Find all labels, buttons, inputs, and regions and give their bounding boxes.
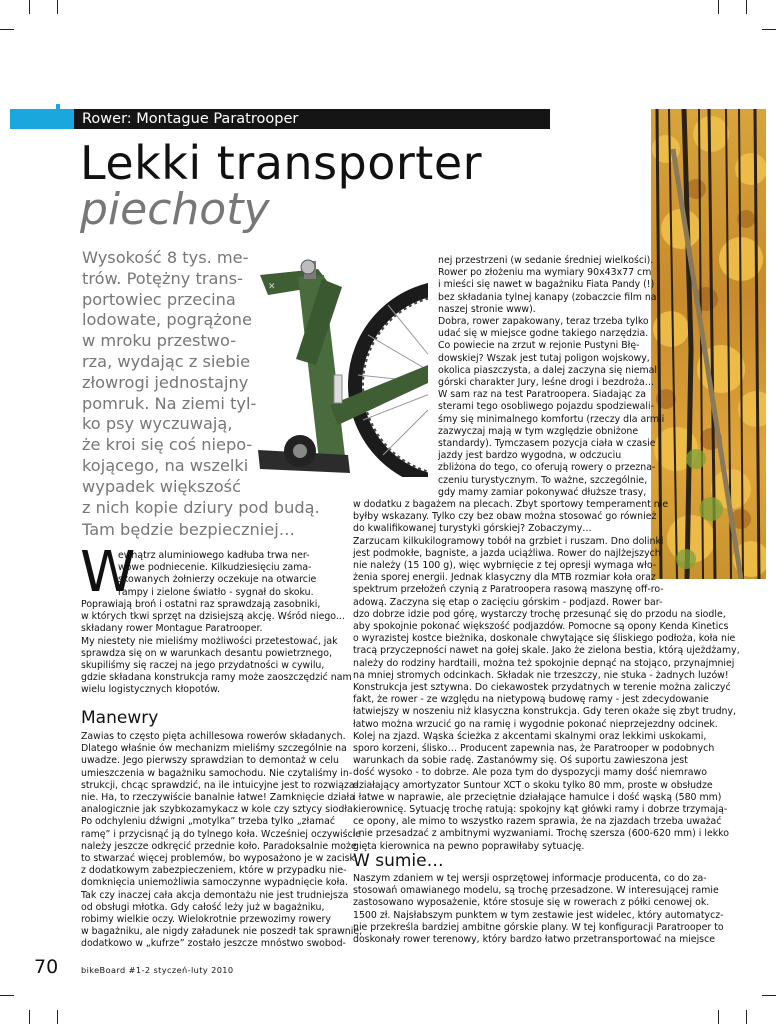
text-line: Dlatego właśnie ów mechanizm mieliśmy szczególnie na [81, 743, 347, 755]
lead-line: portowiec przecina [82, 289, 236, 309]
text-line: od obsługi młotka. Gdy całość leży już w bagażniku, [81, 901, 325, 913]
text-line: należy jeszcze odkręcić przednie koło. Paradoksalnie może [81, 840, 357, 852]
text-line: dość wysoko - to dobrze. Ale poza tym do dyspozycji mamy dość niemrawo [353, 767, 707, 779]
text-line: sterami tego osobliwego pojazdu spodziewali- [438, 401, 655, 413]
crop-mark [57, 0, 58, 14]
text-line: do kwalifikowanej turystyki górskiej? Zobaczymy… [353, 523, 592, 535]
text-line: fakt, że rower - ze względu na nietypową budowę ramy - jest zdecydowanie [353, 694, 709, 706]
text-line: Konstrukcja jest sztywna. Do ciekawostek przydatnych w terenie można zaliczyć [353, 682, 731, 694]
text-line: Poprawiają broń i ostatni raz sprawdzają zasobniki, [81, 599, 321, 610]
text-line: sporo korzeni, ślisko… Producent zapewnia nas, że Paratrooper w podobnych [353, 743, 715, 755]
column2-wide-text [353, 499, 740, 853]
text-line: Zarzucam kilkukilogramowy tobół na grzbiet i ruszam. Dno dolinki [353, 535, 664, 547]
text-line: składany rower Montague Paratrooper. [81, 623, 263, 635]
text-line: analogicznie jak szybkozamykacz w kole czy sztycy siodła. [81, 804, 356, 816]
text-line: górski charakter Jury, leśne drogi i bezdroża… [438, 377, 655, 389]
lead-line: rza, wydając z siebie [82, 351, 251, 371]
crop-mark [29, 0, 30, 14]
text-line: nie. Ha, to rzeczywiście banalnie łatwe! Zamknięcie działa [81, 792, 355, 804]
text-line: gdy mamy zamiar pokonywać dłuższe trasy, [438, 486, 647, 498]
text-line: Kolej na zjazd. Wąska ścieżka z akcentami skalnymi oraz lekkimi uskokami, [353, 730, 707, 742]
lead-line: w mroku przestwo- [82, 331, 237, 351]
text-line: Naszym zdaniem w tej wersji osprzętowej informacje producenta, co do za- [353, 873, 707, 884]
text-line: adową. Zaczyna się etap o zacięciu górskim - podjazd. Rower bar- [353, 596, 663, 608]
text-line: nie przekreśla bardziej ambitne górskie plany. W tej konfiguracji Paratrooper to [353, 921, 724, 933]
text-line: uwadze. Jego pierwszy sprawdzian to demontaż w celu [81, 755, 339, 767]
text-line: zazwyczaj mają w tym względzie obniżone [438, 425, 639, 437]
lead-line: wypadek większość [82, 476, 242, 496]
section-heading-w-sumie: W sumie… [353, 851, 444, 871]
text-line: warunkach da sobie radę. Zastanówmy się. Oś suportu zawieszona jest [353, 755, 688, 767]
lead-line: Tam będzie bezpieczniej… [82, 520, 295, 540]
lead-line: kojącego, na wszelki [82, 455, 249, 475]
text-line: skupiliśmy się raczej na jego przydatności w cywilu, [81, 660, 325, 672]
text-line: łatwiejszy w noszeniu niż klasyczna konstrukcja. Gdy teren okaże się zbyt trudny, [353, 706, 736, 718]
text-line: dowskiej? Wszak jest tutaj poligon wojskowy, [438, 352, 650, 364]
text-line: i nie przesadzać z ambitnymi wyzwaniami. Trochę szersza (600-620 mm) i lekko [353, 828, 729, 840]
crop-mark [718, 0, 719, 14]
article-title: Lekki transporter [80, 136, 483, 190]
text-line: zastosowano wyposażenie, które stosuje się w rowerach z półki cenowej ok. [353, 897, 710, 909]
text-line: bez składania tylnej kanapy (zobaczcie film na [438, 291, 657, 303]
crop-mark [762, 995, 776, 996]
text-line: robimy wielkie oczy. Wielokrotnie przewozimy rowery [81, 914, 331, 926]
text-line: standardy). Tymczasem pozycja ciała w czasie [438, 438, 656, 450]
crop-mark [57, 1010, 58, 1024]
text-line: czeniu turystycznym. To ważne, szczególnie, [438, 474, 648, 486]
intro-wrap-text [118, 550, 316, 599]
text-line: aby spokojnie pokonać większość podjazdów. Pomocne są opony Kenda Kinetics [353, 621, 729, 633]
text-line: Zawias to często pięta achillesowa rowerów składanych. [81, 731, 346, 742]
lead-line: z nich kopie dziury pod budą. [82, 497, 320, 517]
text-line: tracą przyczepności nawet na gołej skale. Jako że zielona bestia, którą ujeżdżamy, [353, 645, 740, 657]
text-line: strukcji, chcąc sprawdzić, na ile intuicyjne jest to rozwiąza- [81, 779, 358, 791]
text-line: należy do rodziny hardtaili, można też spokojnie depnąć na stojąco, przynajmniej [353, 657, 735, 669]
lead-line: lodowate, pogrążone [82, 310, 252, 330]
bike-frame [258, 260, 428, 473]
text-line: nej przestrzeni (w sedanie średniej wielkości). [438, 255, 654, 266]
crop-mark [746, 0, 747, 14]
column2-narrow-text [438, 255, 664, 499]
text-line: zbliżona do tego, co oferują rowery o przezna- [438, 462, 656, 474]
text-line: W sam raz na test Paratroopera. Siadając za [438, 389, 646, 401]
text-line: łatwo można wrzucić go na ramię i wygodnie pokonać nieprzejezdny odcinek. [353, 718, 718, 730]
text-line: i łatwe w naprawie, ale przeciętnie działające hamulce i dość wąską (580 mm) [353, 791, 722, 803]
drop-cap: W [80, 540, 136, 605]
article-subtitle: piechoty [80, 184, 270, 235]
intro-text [81, 599, 352, 697]
section-w-sumie-text [353, 873, 724, 946]
text-line: naszej stronie www). [438, 303, 536, 315]
section-heading-manewry: Manewry [81, 708, 159, 728]
text-line: Co powiecie na zrzut w rejonie Pustyni Błę- [438, 340, 640, 352]
crop-mark [29, 1010, 30, 1024]
text-line: skowanych żołnierzy oczekuje na otwarcie [118, 574, 317, 586]
text-line: na mniej stromych odcinkach. Składak nie trzeszczy, nie stuka - żadnych luzów! [353, 669, 729, 681]
lead-line: pomruk. Na ziemi tyl- [82, 393, 257, 413]
lead-line: że kroi się coś niepo- [82, 435, 253, 455]
text-line: Po odchyleniu dźwigni „motylka” trzeba tylko „złamać [81, 816, 335, 828]
text-line: gdzie składana konstrukcja ramy może zaoszczędzić nam [81, 672, 352, 684]
text-line: My niestety nie mieliśmy możliwości przetestować, jak [81, 635, 338, 647]
text-line: spektrum przełożeń czynią z Paratroopera rasową maszynę off-ro- [353, 584, 664, 596]
text-line: Tak czy inaczej cała akcja demontażu nie jest trudniejsza [81, 889, 349, 901]
text-line: wowe podniecenie. Kilkudziesięciu zama- [118, 562, 312, 574]
text-line: okolica piaszczysta, a dalej zaczyna się niemal [438, 364, 658, 376]
text-line: w których tkwi sprzęt na dzisiejszą akcję. Wśród niego... [81, 611, 345, 623]
text-line: stosowań omawianego modelu, są trochę przesadzone. W interesującej ramie [353, 885, 719, 897]
text-line: sprawdza się on w warunkach desantu powietrznego, [81, 647, 332, 659]
lead-line: Wysokość 8 tys. me- [82, 248, 249, 267]
footer-issue: bikeBoard #1-2 styczeń-luty 2010 [81, 965, 234, 975]
text-line: kierownicę. Sytuację trochę ratują: spokojny kąt główki ramy i dobrze trzymają- [353, 804, 728, 816]
lead-line: złowrogi jednostajny [82, 372, 249, 392]
text-line: wielu logistycznych kłopotów. [81, 684, 220, 696]
text-line: i mieści się nawet w bagażniku Fiata Pandy (!) [438, 279, 655, 291]
bike-photo [238, 255, 428, 477]
text-line: 1500 zł. Najsłabszym punktem w tym zestawie jest widelec, który automatycz- [353, 909, 724, 921]
text-line: ce opony, ale mimo to wszystko razem sprawia, że na zjazdach trzeba uważać [353, 816, 722, 828]
text-line: żenia sporej energii. Jednak klasyczny dla MTB rozmiar koła oraz [353, 572, 656, 584]
svg-text:✕: ✕ [268, 282, 276, 292]
text-line: nie należy (15 100 g), więc wybrnięcie z tej opresji wymaga wło- [353, 560, 657, 572]
page-number: 70 [34, 956, 59, 978]
text-line: ramę” i przycisnąć ją do tylnego koła. Wcześniej oczywiście [81, 828, 361, 840]
crop-mark [0, 995, 14, 996]
text-line: Rower po złożeniu ma wymiary 90x43x77 cm [438, 267, 652, 279]
text-line: rampy i zielone światło - sygnał do skoku. [118, 586, 314, 598]
topic-bar: Rower: Montague Paratrooper [74, 109, 550, 129]
text-line: udać się w miejsce godne takiego narzędzia. [438, 328, 649, 340]
crop-mark [0, 29, 14, 30]
text-line: umieszczenia w bagażniku samochodu. Nie czytaliśmy in- [81, 767, 353, 779]
accent-tab [10, 109, 74, 129]
text-line: z dodatkowym zabezpieczeniem, które w przypadku nie- [81, 865, 347, 877]
lead-line: ko psy wyczuwają, [82, 414, 233, 434]
text-line: to stwarzać więcej problemów, bo wyposażono je w zacisk [81, 853, 355, 865]
text-line: jest podmokłe, bagniste, a jazda uciążliwa. Rower do najlżejszych [353, 547, 661, 559]
text-line: ewnątrz aluminiowego kadłuba trwa ner- [118, 550, 310, 561]
crop-mark [718, 1010, 719, 1024]
lead-line: trów. Potężny trans- [82, 268, 243, 288]
text-line: gięta kierownica na pewno poprawiłaby sytuację. [353, 840, 585, 852]
section-manewry-text [81, 731, 362, 951]
text-line: dzo dobrze idzie pod górę, wystarczy trochę przesunąć się do przodu na siodle, [353, 608, 726, 620]
crop-mark [746, 1010, 747, 1024]
text-line: w bagażniku, ale nigdy załadunek nie poszedł tak sprawnie, [81, 926, 363, 938]
bike-illustration [238, 255, 428, 477]
text-line: jazdy jest bardzo wygodna, w odczuciu [438, 450, 622, 462]
text-line: Dobra, rower zapakowany, teraz trzeba tylko [438, 316, 649, 328]
text-line: dodatkowo w „kufrze” zostało jeszcze mnóstwo swobod- [81, 938, 346, 950]
text-line: śmy się minimalnego komfortu (rzeczy dla armii [438, 413, 665, 425]
crop-mark [762, 29, 776, 30]
text-line: domknięcia uniemożliwia samoczynne wypadnięcie koła. [81, 877, 348, 889]
text-line: o wyrazistej kostce bieżnika, doskonale chwytające się śliskiego podłoża, koła nie [353, 633, 736, 645]
text-line: doskonały rower terenowy, który bardzo łatwo przetransportować na miejsce [353, 934, 715, 946]
text-line: w dodatku z bagażem na plecach. Zbyt sportowy temperament nie [353, 499, 669, 510]
text-line: działający amortyzator Suntour XCT o skoku tylko 80 mm, proste w obsłudze [353, 779, 713, 791]
text-line: byłby wskazany. Tylko czy bez obaw można stosować go również [353, 511, 657, 523]
